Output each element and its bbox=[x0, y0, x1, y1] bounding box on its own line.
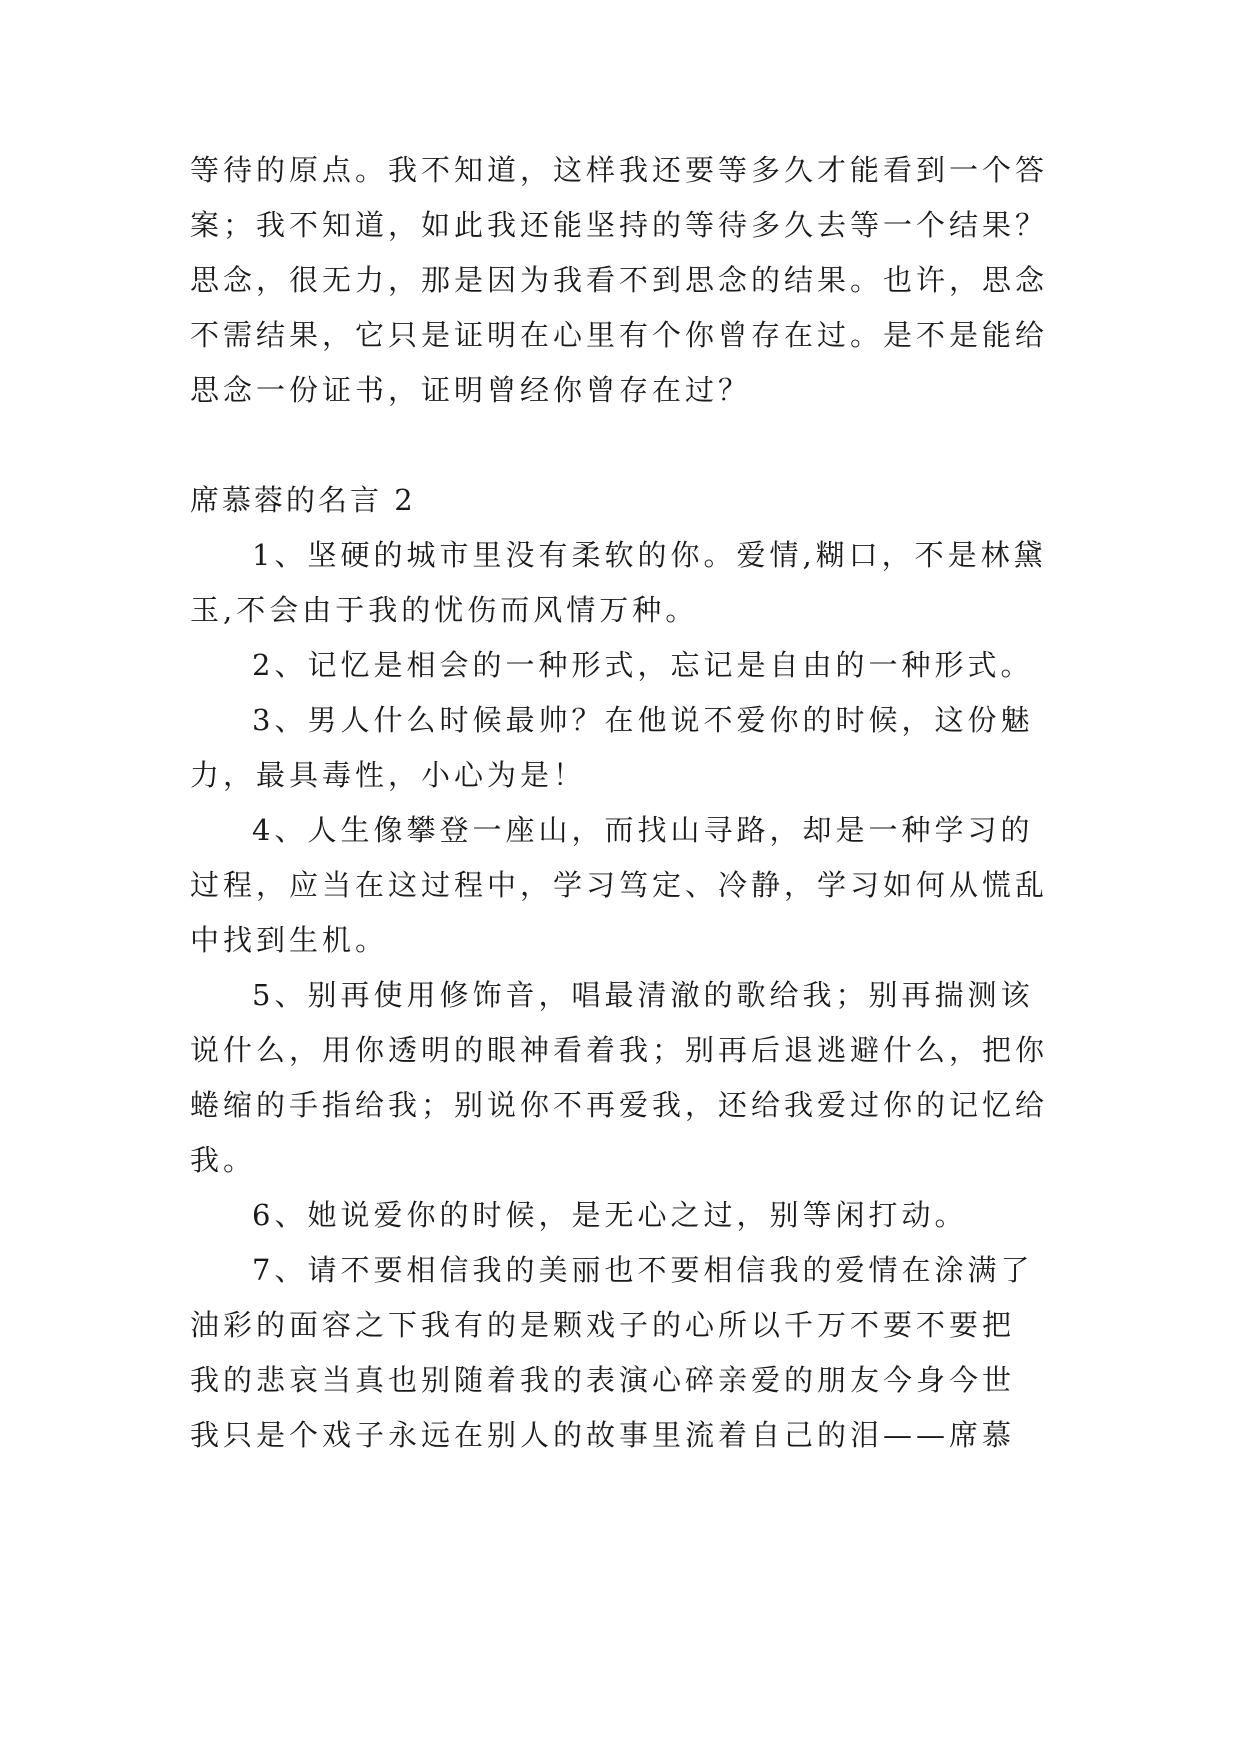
quote-item-7-line: 油彩的面容之下我有的是颗戏子的心所以千万不要不要把 bbox=[190, 1308, 1016, 1342]
intro-line: 等待的原点。我不知道，这样我还要等多久才能看到一个答 bbox=[190, 153, 1049, 187]
quote-item-1-line: 1、坚硬的城市里没有柔软的你。爱情,糊口，不是林黛 bbox=[252, 538, 1047, 572]
quote-item-7-line: 我的悲哀当真也别随着我的表演心碎亲爱的朋友今身今世 bbox=[190, 1363, 1016, 1397]
quote-item-5-line: 蜷缩的手指给我；别说你不再爱我，还给我爱过你的记忆给 bbox=[190, 1088, 1049, 1122]
quote-item-4-line: 4、人生像攀登一座山，而找山寻路，却是一种学习的 bbox=[252, 813, 1034, 847]
intro-line: 思念，很无力，那是因为我看不到思念的结果。也许，思念 bbox=[190, 263, 1049, 297]
intro-line: 案；我不知道，如此我还能坚持的等待多久去等一个结果？ bbox=[190, 208, 1049, 242]
quote-item-2-line: 2、记忆是相会的一种形式，忘记是自由的一种形式。 bbox=[252, 648, 1034, 682]
quote-item-7-line: 7、请不要相信我的美丽也不要相信我的爱情在涂满了 bbox=[252, 1253, 1034, 1287]
section-heading: 席慕蓉的名言 2 bbox=[190, 483, 416, 517]
intro-line: 不需结果，它只是证明在心里有个你曾存在过。是不是能给 bbox=[190, 318, 1049, 352]
quote-item-6-line: 6、她说爱你的时候，是无心之过，别等闲打动。 bbox=[252, 1198, 968, 1232]
quote-item-1-line: 玉,不会由于我的忧伤而风情万种。 bbox=[190, 593, 699, 627]
quote-item-5-line: 5、别再使用修饰音，唱最清澈的歌给我；别再揣测该 bbox=[252, 978, 1034, 1012]
quote-item-5-line: 说什么，用你透明的眼神看着我；别再后退逃避什么，把你 bbox=[190, 1033, 1049, 1067]
quote-item-3-line: 力，最具毒性，小心为是！ bbox=[190, 758, 587, 792]
quote-item-4-line: 过程，应当在这过程中，学习笃定、冷静，学习如何从慌乱 bbox=[190, 868, 1049, 902]
quote-item-5-line: 我。 bbox=[190, 1143, 257, 1177]
quote-item-3-line: 3、男人什么时候最帅？在他说不爱你的时候，这份魅 bbox=[252, 703, 1034, 737]
quote-item-7-line: 我只是个戏子永远在别人的故事里流着自己的泪——席慕 bbox=[190, 1418, 1016, 1452]
quote-item-4-line: 中找到生机。 bbox=[190, 923, 389, 957]
intro-line: 思念一份证书，证明曾经你曾存在过？ bbox=[190, 373, 752, 407]
